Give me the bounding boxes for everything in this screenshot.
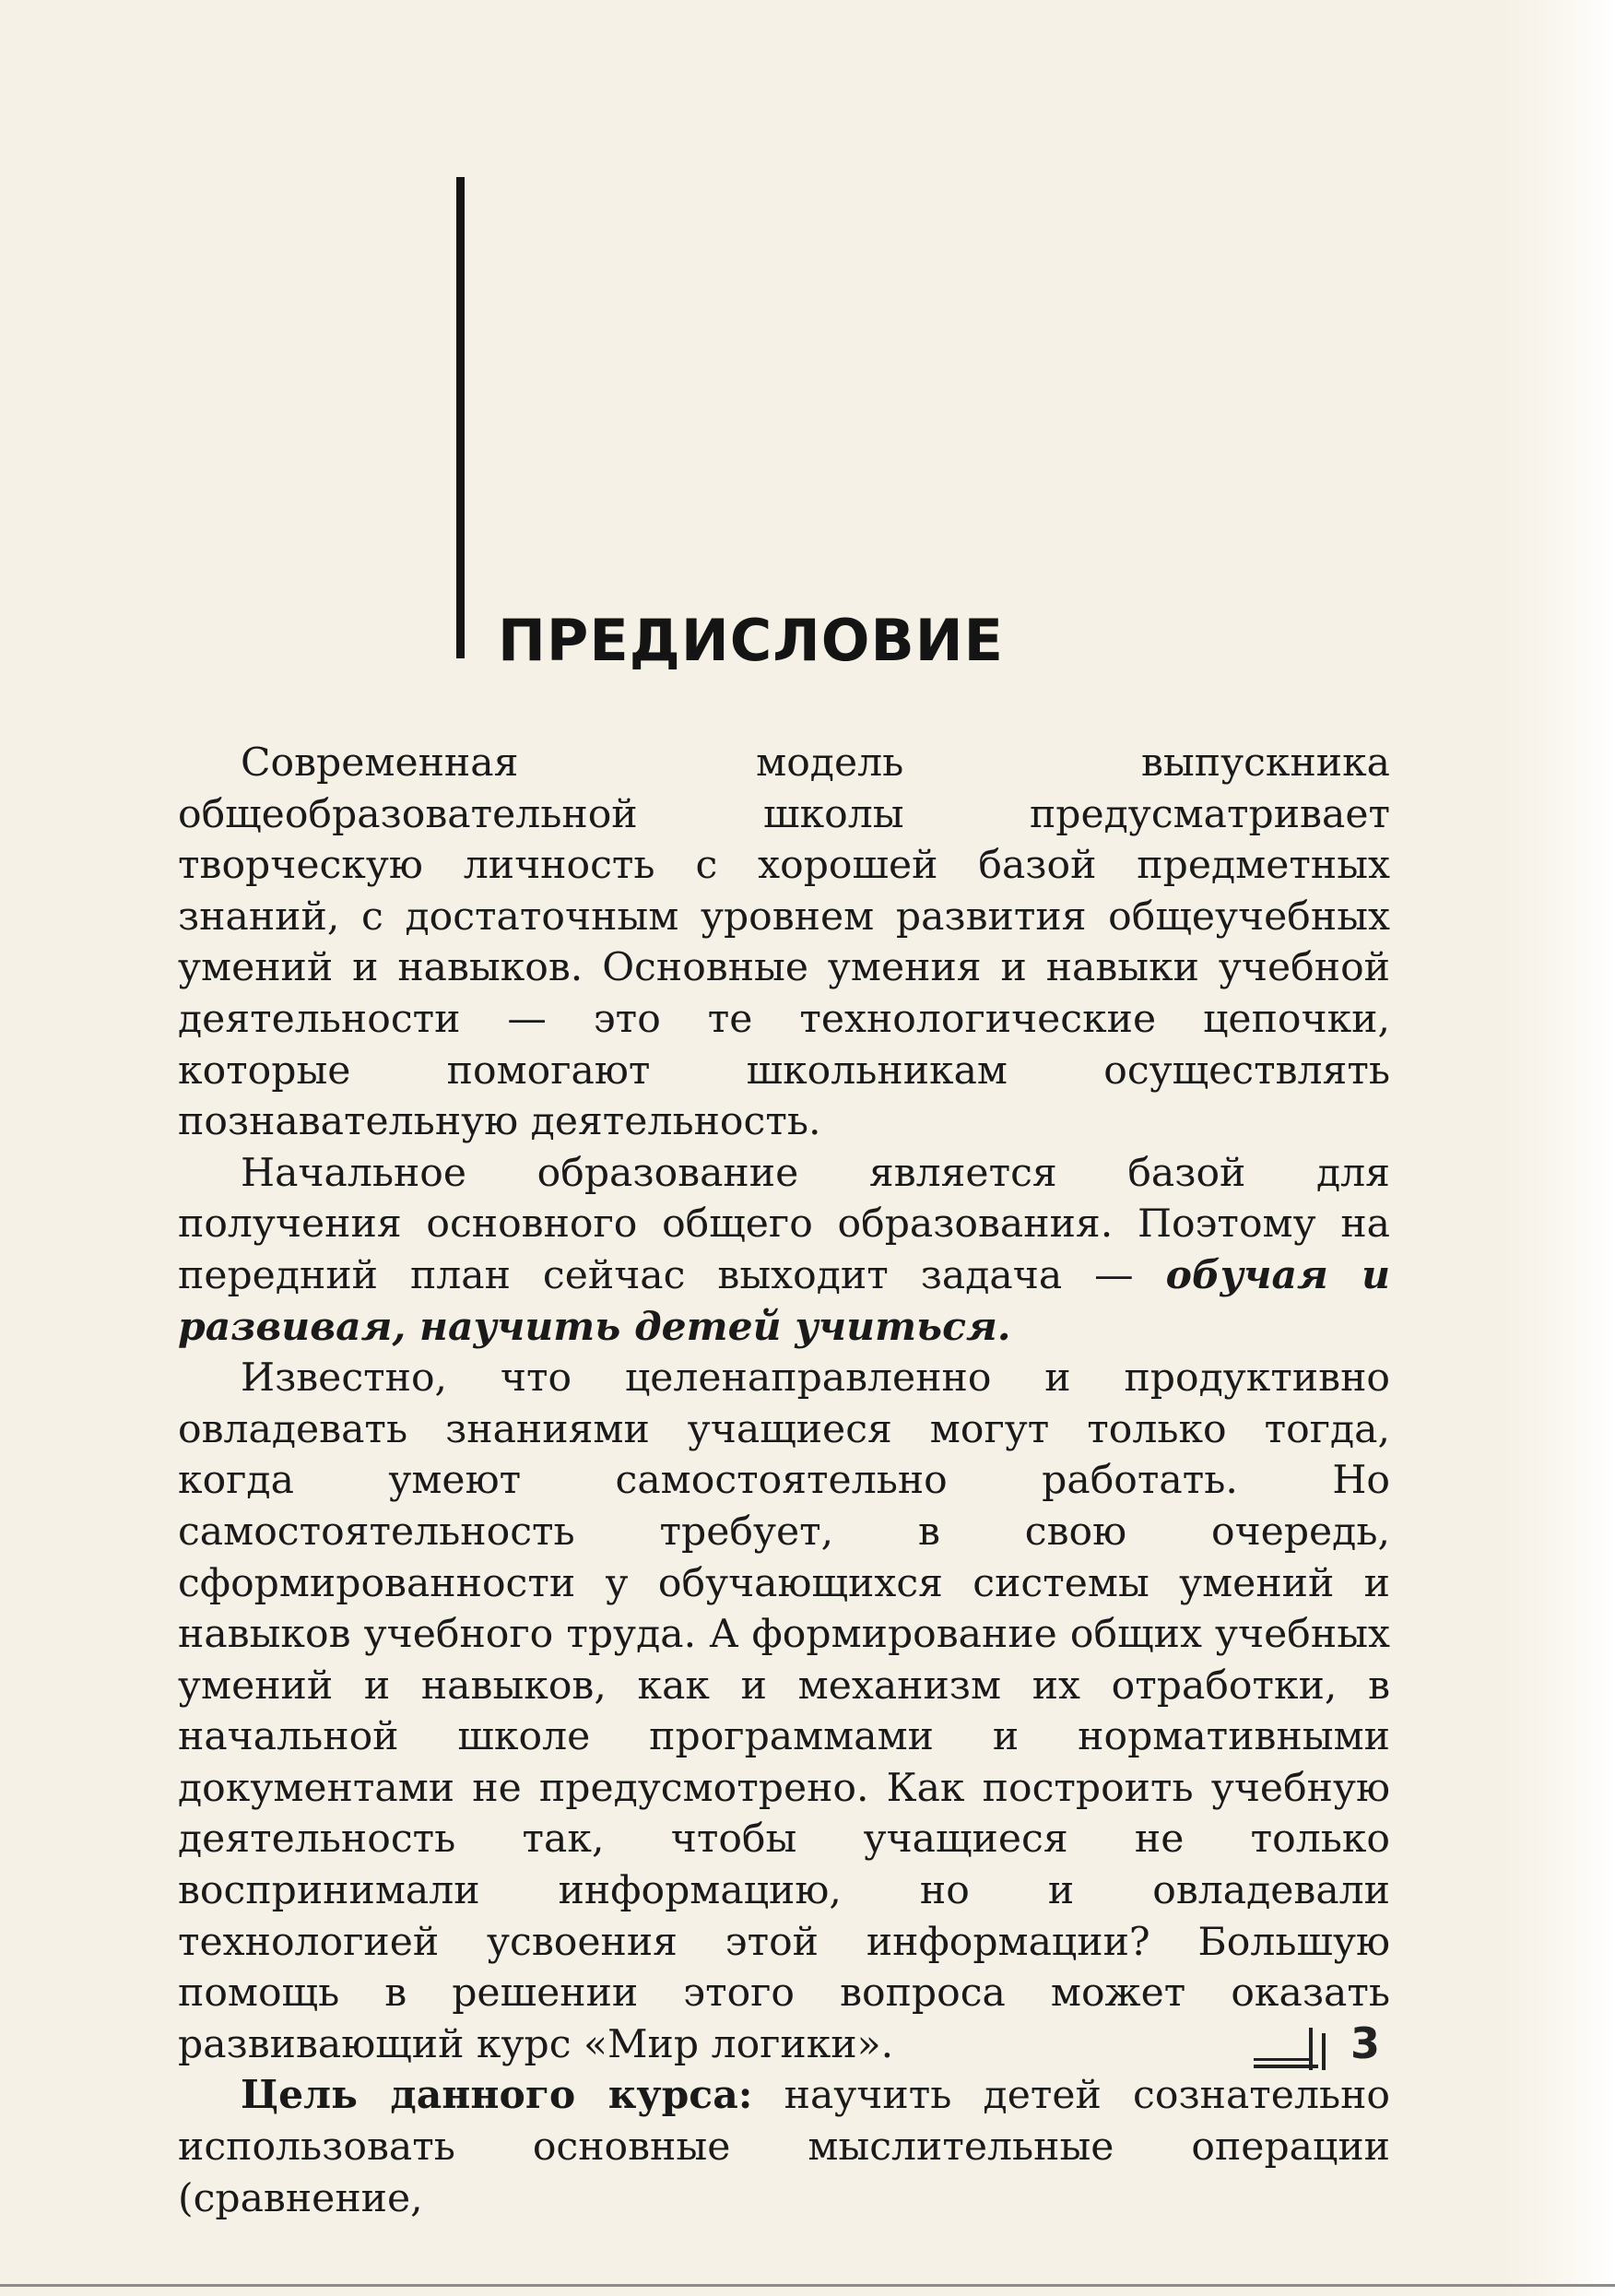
page-edge: [1504, 0, 1615, 2296]
paragraph-2: [178, 1148, 1390, 1353]
paragraph-4-lead: Цель данного курса:: [241, 2072, 753, 2119]
chapter-vertical-bar: [456, 177, 465, 658]
chapter-heading: ПРЕДИСЛОВИЕ: [498, 607, 1004, 674]
page-number: 3: [1350, 2018, 1381, 2068]
page-footer: [1254, 2015, 1401, 2089]
footer-ornament-icon: [1254, 2028, 1332, 2070]
paragraph-2-text: Начальное образование является базой для получения основного общего образования. Поэтому на передний план сейчас выходит задача —: [178, 1150, 1390, 1298]
paragraph-2-emphasis: обучая и развивая, научить детей учиться.: [178, 1251, 1390, 1350]
paragraph-3: Известно, что целенаправленно и продуктивно овладевать знаниями учащиеся могут только тогда, когда умеют самостоятельно работать. Но самостоятельность требует, в свою очередь, сформированности у обучающихся системы умений и навыков учебного труда. А формирование общих учебных умений и навыков, как и механизм их отработки, в начальной школе программами и нормативными документами не предусмотрено. Как построить учебную деятельность так, чтобы учащиеся не только воспринимали информацию, но и овладевали технологией усвоения этой информации? Большую помощь в решении этого вопроса может оказать развивающий курс «Мир логики».: [178, 1355, 1390, 2067]
paragraph-4-text: научить детей сознательно использовать основные мыслительные операции (сравнение,: [178, 2073, 1391, 2221]
paragraph-1: Современная модель выпускника общеобразовательной школы предусматривает творческую личность с хорошей базой предметных знаний, с достаточным уровнем развития общеучебных умений и навыков. Основные умения и навыки учебной деятельности — это те технологические цепочки, которые помогают школьникам осуществлять познавательную деятельность.: [178, 740, 1390, 1145]
paragraph-4: [178, 2070, 1390, 2224]
body-text: [178, 738, 1390, 2224]
scan-bottom-edge: [0, 2284, 1615, 2287]
